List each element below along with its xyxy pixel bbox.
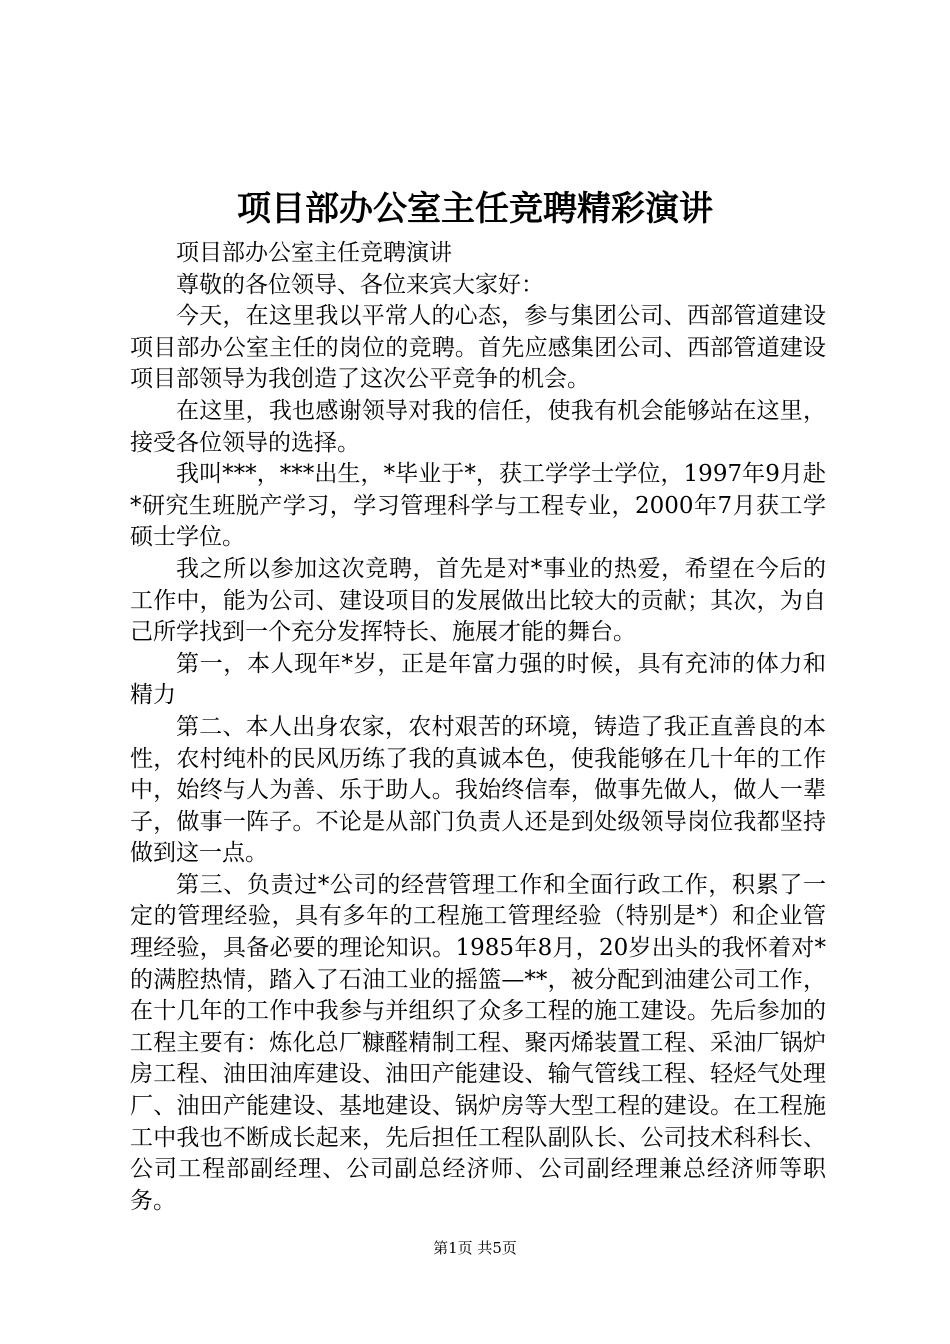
paragraph: 第一，本人现年*岁，正是年富力强的时候，具有充沛的体力和精力 xyxy=(130,650,826,709)
document-body xyxy=(130,238,826,1217)
paragraph: 在这里，我也感谢领导对我的信任，使我有机会能够站在这里，接受各位领导的选择。 xyxy=(130,397,826,456)
paragraph: 我之所以参加这次竞聘，首先是对*事业的热爱，希望在今后的工作中，能为公司、建设项目的发展做出比较大的贡献；其次，为自己所学找到一个充分发挥特长、施展才能的舞台。 xyxy=(130,555,826,646)
page-footer: 第1页 共5页 xyxy=(433,1239,517,1257)
paragraph: 第二、本人出身农家，农村艰苦的环境，铸造了我正直善良的本性，农村纯朴的民风历练了我的真诚本色，使我能够在几十年的工作中，始终与人为善、乐于助人。我始终信奉，做事先做人，做人一辈子，做事一阵子。不论是从部门负责人还是到处级领导岗位我都坚持做到这一点。 xyxy=(130,713,826,867)
paragraph-salutation: 尊敬的各位领导、各位来宾大家好： xyxy=(176,271,544,298)
paragraph: 我叫***，***出生，*毕业于*，获工学学士学位，1997年9月赴*研究生班脱产学习，学习管理科学与工程专业，2000年7月获工学硕士学位。 xyxy=(130,461,826,551)
document-title: 项目部办公室主任竞聘精彩演讲 xyxy=(237,189,713,229)
paragraph: 今天，在这里我以平常人的心态，参与集团公司、西部管道建设项目部办公室主任的岗位的竞聘。首先应感集团公司、西部管道建设项目部领导为我创造了这次公平竞争的机会。 xyxy=(130,303,826,393)
paragraph-subtitle: 项目部办公室主任竞聘演讲 xyxy=(176,240,452,266)
paragraph: 第三、负责过*公司的经营管理工作和全面行政工作，积累了一定的管理经验，具有多年的工程施工管理经验（特别是*）和企业管理经验，具备必要的理论知识。1985年8月，20岁出头的我怀着对*的满腔热情，踏入了石油工业的摇篮—**，被分配到油建公司工作，在十几年的工作中我参与并组织了众多工程的施工建设。先后参加的工程主要有：炼化总厂糠醛精制工程、聚丙烯装置工程、采油厂锅炉房工程、油田油库建设、油田产能建设、输气管线工程、轻烃气处理厂、油田产能建设、基地建设、锅炉房等大型工程的建设。在工程施工中我也不断成长起来，先后担任工程队副队长、公司技术科科长、公司工程部副经理、公司副总经济师、公司副经理兼总经济师等职务。 xyxy=(130,871,826,1214)
